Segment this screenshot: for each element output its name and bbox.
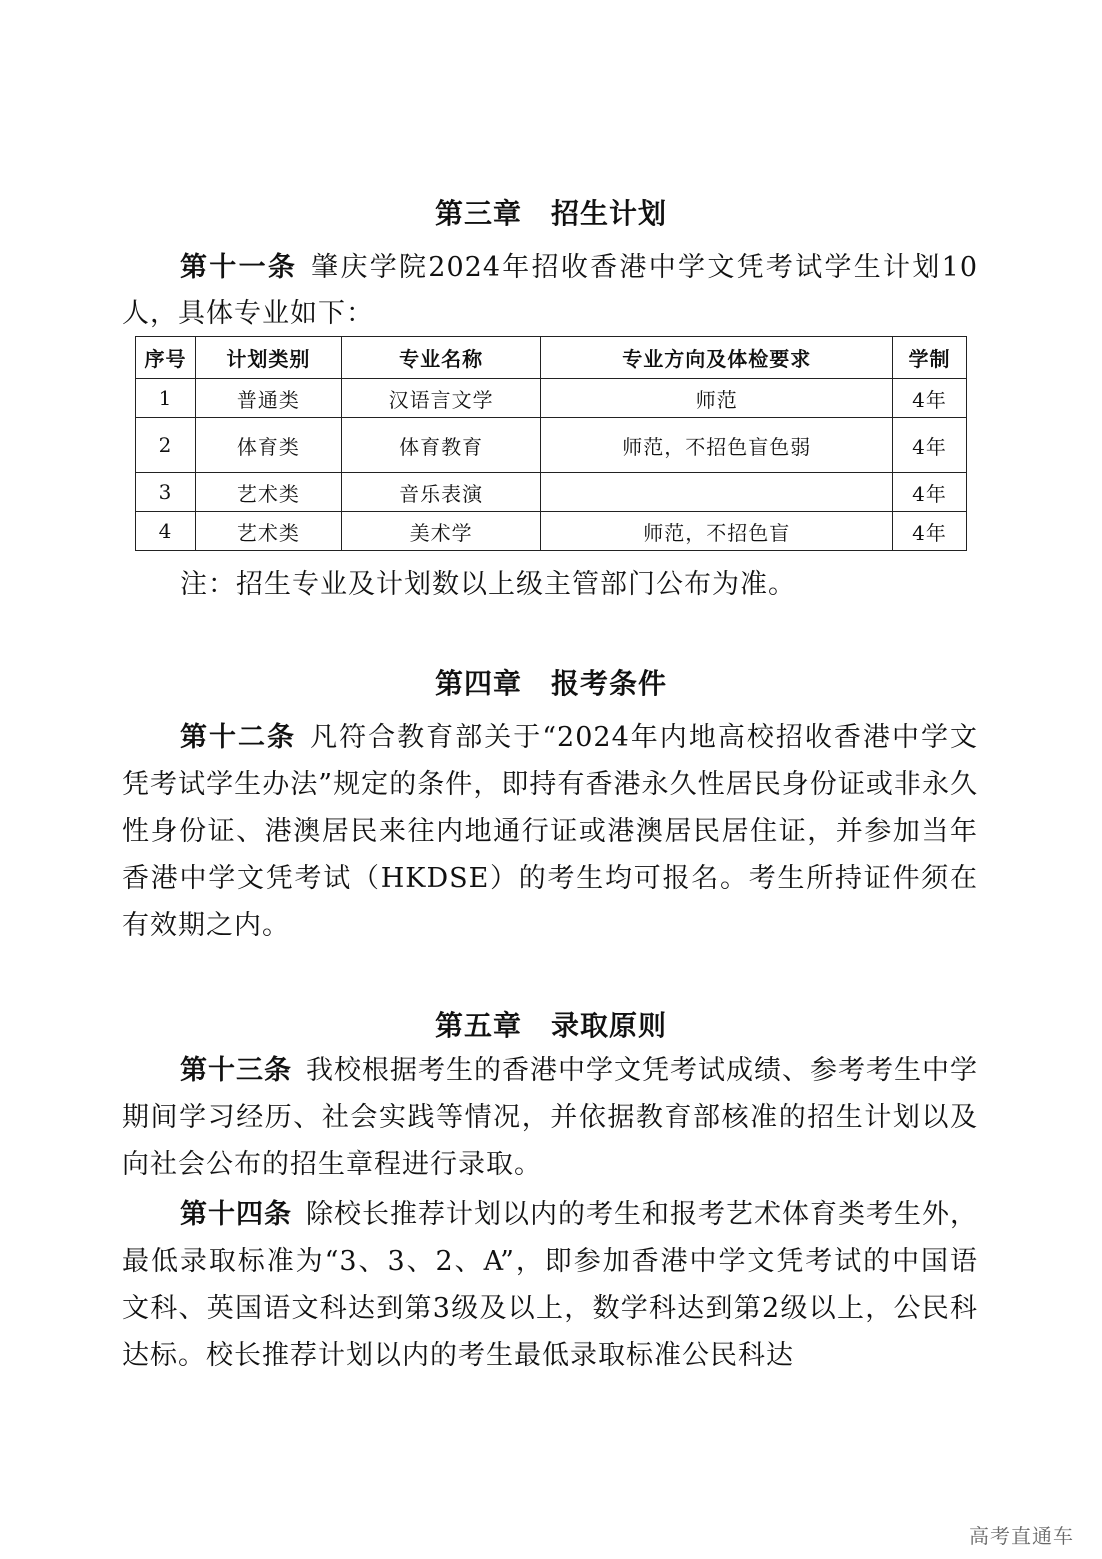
article-12-text: 凡符合教育部关于“2024年内地高校招收香港中学文凭考试学生办法”规定的条件，即持有香港永久性居民身份证或非永久性身份证、港澳居民来往内地通行证或港澳居民居住证，并参加当年香港中学文凭考试（HKDSE）的考生均可报名。考生所持证件须在有效期之内。 — [122, 722, 979, 941]
table-cell: 师范，不招色盲色弱 — [541, 418, 893, 473]
enrollment-plan-table — [135, 336, 967, 551]
table-cell: 师范，不招色盲 — [541, 512, 893, 551]
table-row — [136, 473, 967, 512]
table-row — [136, 512, 967, 551]
article-14 — [122, 1191, 978, 1379]
article-14-label: 第十四条 — [180, 1199, 292, 1230]
article-11-text: 肇庆学院2024年招收香港中学文凭考试学生计划10人，具体专业如下： — [122, 252, 978, 329]
header-direction: 专业方向及体检要求 — [541, 337, 893, 379]
table-cell: 1 — [136, 379, 196, 418]
header-major: 专业名称 — [341, 337, 541, 379]
table-cell: 4年 — [893, 473, 967, 512]
header-category: 计划类别 — [195, 337, 341, 379]
chapter-4-title: 第四章 报考条件 — [434, 667, 667, 700]
table-row — [136, 379, 967, 418]
table-cell: 3 — [136, 473, 196, 512]
article-12-label: 第十二条 — [180, 722, 297, 753]
article-11 — [122, 245, 978, 337]
table-cell: 美术学 — [341, 512, 541, 551]
table-cell: 体育教育 — [341, 418, 541, 473]
article-14-text: 除校长推荐计划以内的考生和报考艺术体育类考生外，最低录取标准为“3、3、2、A”，即参加香港中学文凭考试的中国语文科、英国语文科达到第3级及以上，数学科达到第2级以上，公民科达标。校长推荐计划以内的考生最低录取标准公民科达 — [122, 1199, 978, 1371]
table-cell: 艺术类 — [195, 473, 341, 512]
table-row — [136, 418, 967, 473]
table-cell: 师范 — [541, 379, 893, 418]
header-serial: 序号 — [136, 337, 196, 379]
watermark: 高考直通车 — [969, 1524, 1074, 1548]
table-cell: 4年 — [893, 418, 967, 473]
table-cell: 艺术类 — [195, 512, 341, 551]
table-cell: 汉语言文学 — [341, 379, 541, 418]
article-11-label: 第十一条 — [180, 252, 298, 283]
article-13 — [122, 1047, 978, 1188]
chapter-5-title: 第五章 录取原则 — [434, 1009, 667, 1042]
chapter-3-title: 第三章 招生计划 — [434, 197, 667, 230]
table-cell: 2 — [136, 418, 196, 473]
table-cell: 音乐表演 — [341, 473, 541, 512]
table-cell — [541, 473, 893, 512]
article-12 — [122, 714, 978, 949]
table-cell: 体育类 — [195, 418, 341, 473]
table-cell: 普通类 — [195, 379, 341, 418]
article-13-text: 我校根据考生的香港中学文凭考试成绩、参考考生中学期间学习经历、社会实践等情况，并依据教育部核准的招生计划以及向社会公布的招生章程进行录取。 — [122, 1055, 978, 1180]
header-duration: 学制 — [893, 337, 967, 379]
article-13-label: 第十三条 — [180, 1055, 292, 1086]
table-cell: 4 — [136, 512, 196, 551]
table-header-row — [136, 337, 967, 379]
table-note: 注：招生专业及计划数以上级主管部门公布为准。 — [180, 569, 796, 600]
table-cell: 4年 — [893, 512, 967, 551]
table-cell: 4年 — [893, 379, 967, 418]
